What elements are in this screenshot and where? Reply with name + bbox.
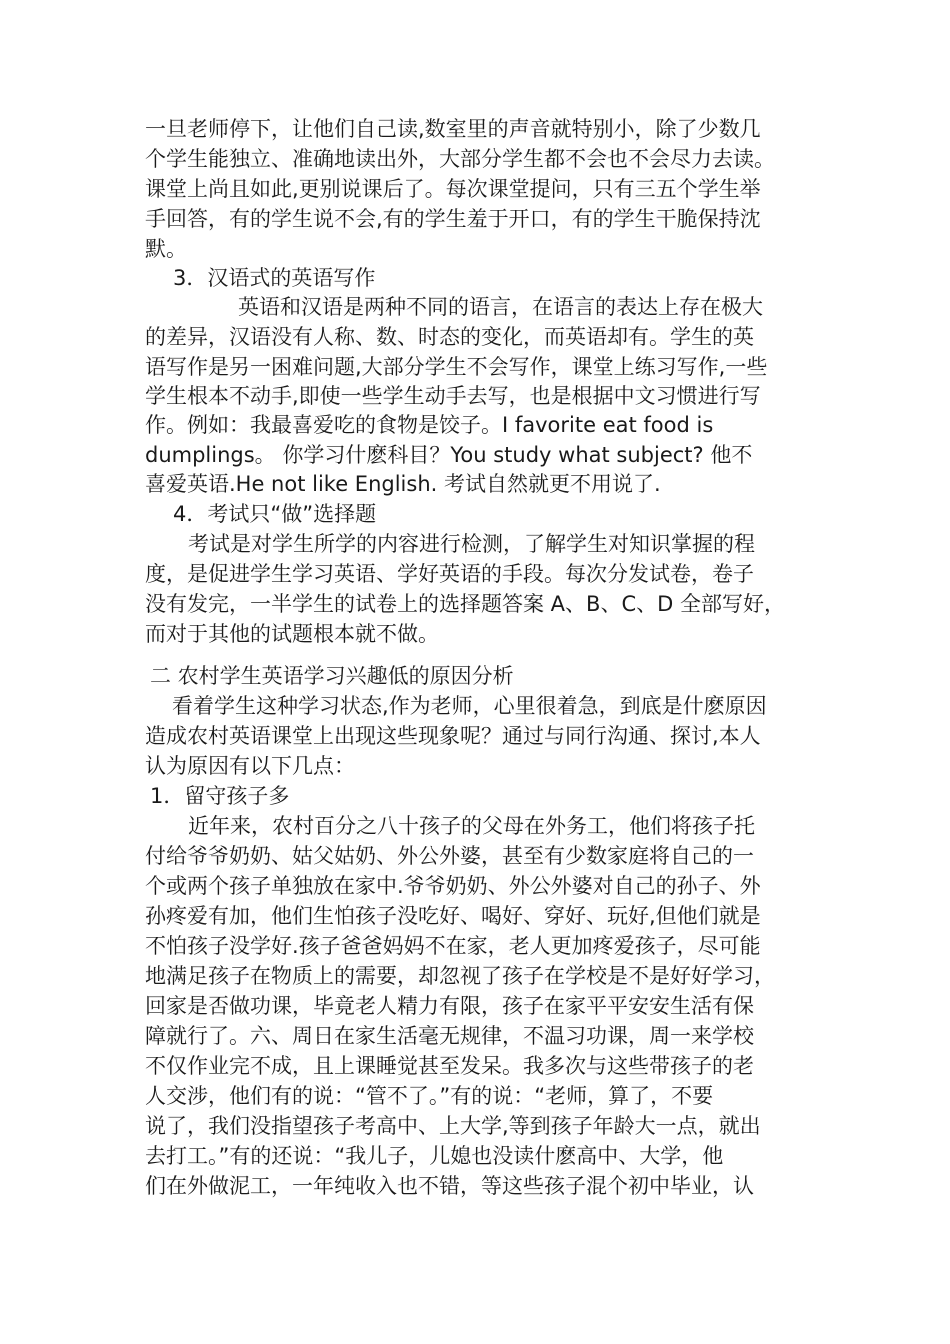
text-line: 人交涉，他们有的说：“管不了。”有的说：“老师，算了，不要 <box>145 1084 714 1108</box>
text-line: 作。例如：我最喜爱吃的食物是饺子。I favorite eat food is <box>145 413 714 437</box>
text-line: 一旦老师停下，让他们自己读,数室里的声音就特别小，除了少数几 <box>145 117 761 141</box>
text-line: 个或两个孩子单独放在家中.爷爷奶奶、外公外婆对自己的孙子、外 <box>145 874 761 898</box>
text-line: 障就行了。六、周日在家生活毫无规律，不温习功课，周一来学校 <box>145 1024 754 1048</box>
text-line: 认为原因有以下几点： <box>145 754 355 778</box>
text-line: 不仅作业完不成，且上课睡觉甚至发呆。我多次与这些带孩子的老 <box>145 1054 754 1078</box>
text-line: 孙疼爱有加，他们生怕孩子没吃好、喝好、穿好、玩好,但他们就是 <box>145 904 761 928</box>
text-line: 课堂上尚且如此,更别说课后了。每次课堂提问，只有三五个学生举 <box>145 177 761 201</box>
section-heading: 1．留守孩子多 <box>150 784 290 808</box>
text-line: 去打工。”有的还说：“我儿子，儿媳也没读什麽高中、大学，他 <box>145 1144 724 1168</box>
text-line: 语写作是另一困难问题,大部分学生不会写作，课堂上练习写作,一些 <box>145 355 768 379</box>
text-line: 付给爷爷奶奶、姑父姑奶、外公外婆，甚至有少数家庭将自己的一 <box>145 844 754 868</box>
text-line: 不怕孩子没学好.孩子爸爸妈妈不在家，老人更加疼爱孩子，尽可能 <box>145 934 761 958</box>
text-line: 造成农村英语课堂上出现这些现象呢？通过与同行沟通、探讨,本人 <box>145 724 761 748</box>
text-line: 手回答，有的学生说不会,有的学生羞于开口，有的学生干脆保持沈 <box>145 207 761 231</box>
text-line: 地满足孩子在物质上的需要，却忽视了孩子在学校是不是好好学习， <box>145 964 775 988</box>
text-line: 度，是促进学生学习英语、学好英语的手段。每次分发试卷，卷子 <box>145 562 754 586</box>
section-heading: 3．汉语式的英语写作 <box>173 266 376 290</box>
text-line: 看着学生这种学习状态,作为老师，心里很着急，到底是什麽原因 <box>172 694 767 718</box>
text-line: 近年来，农村百分之八十孩子的父母在外务工，他们将孩子托 <box>188 814 755 838</box>
text-line: 个学生能独立、准确地读出外，大部分学生都不会也不会尽力去读。 <box>145 147 775 171</box>
text-line: 回家是否做功课，毕竟老人精力有限，孩子在家平平安安生活有保 <box>145 994 754 1018</box>
text-line: 喜爱英语.He not like English. 考试自然就更不用说了. <box>145 472 661 496</box>
text-line: 考试是对学生所学的内容进行检测，了解学生对知识掌握的程 <box>188 532 755 556</box>
text-line: 的差异，汉语没有人称、数、时态的变化，而英语却有。学生的英 <box>145 325 754 349</box>
text-line: 学生根本不动手,即使一些学生动手去写，也是根据中文习惯进行写 <box>145 384 761 408</box>
text-line: 默。 <box>145 237 187 261</box>
section-heading: 4．考试只“做”选择题 <box>173 502 377 526</box>
text-line: 而对于其他的试题根本就不做。 <box>145 622 439 646</box>
text-line: 们在外做泥工，一年纯收入也不错，等这些孩子混个初中毕业，认 <box>145 1174 754 1198</box>
text-line: 英语和汉语是两种不同的语言，在语言的表达上存在极大 <box>238 295 763 319</box>
text-line: dumplings。 你学习什麽科目？You study what subject? 他不 <box>145 443 753 467</box>
text-line: 没有发完，一半学生的试卷上的选择题答案 A、B、C、D 全部写好， <box>145 592 785 616</box>
text-line: 说了，我们没指望孩子考高中、上大学,等到孩子年龄大一点，就出 <box>145 1114 761 1138</box>
chapter-heading: 二 农村学生英语学习兴趣低的原因分析 <box>150 664 514 688</box>
